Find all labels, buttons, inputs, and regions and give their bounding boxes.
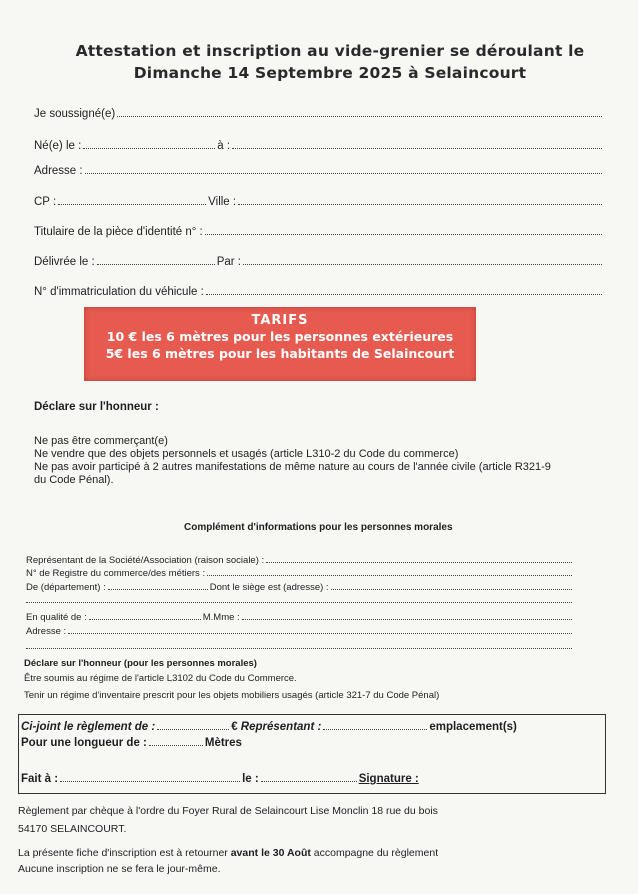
declare-morales-item: Être soumis au régime de l'article L3102 du Code du Commerce.	[24, 673, 297, 684]
footer-aucune: Aucune inscription ne se fera le jour-même.	[18, 863, 221, 875]
field-ne-a-line[interactable]	[232, 147, 602, 149]
field-representant-line[interactable]	[266, 561, 572, 563]
field-civilite-label: M.Mme :	[202, 612, 240, 623]
tarifs-title: TARIFS	[251, 313, 309, 328]
footer-reglement-line2: 54170 SELAINCOURT.	[18, 823, 127, 835]
signature-label: Signature :	[358, 773, 419, 785]
reglement-montant-line[interactable]	[157, 728, 229, 730]
field-ne-le-line[interactable]	[83, 147, 215, 149]
field-immatriculation-label: N° d'immatriculation du véhicule :	[34, 286, 204, 298]
fait-line[interactable]	[60, 780, 240, 782]
reglement-representant-label: Représentant :	[240, 721, 322, 733]
field-siege-line[interactable]	[331, 588, 572, 590]
field-soussigne-label: Je soussigné(e)	[34, 108, 116, 120]
longueur-label: Pour une longueur de :	[21, 737, 147, 749]
field-titulaire-line[interactable]	[205, 233, 602, 235]
field-registre[interactable]	[26, 565, 574, 579]
declare-item: Ne vendre que des objets personnels et usagés (article L310-2 du Code du commerce)	[34, 448, 459, 460]
tarifs-banner	[84, 307, 476, 381]
field-qualite-line[interactable]	[89, 618, 201, 620]
declare-list	[34, 435, 594, 487]
tarifs-exterieurs: 10 € les 6 mètres pour les personnes extérieures	[106, 329, 454, 344]
field-soussigne-line[interactable]	[117, 115, 602, 117]
field-ville-line[interactable]	[238, 203, 602, 205]
date-label: le :	[242, 773, 259, 785]
form-title-line2: Dimanche 14 Septembre 2025 à Selaincourt	[133, 64, 527, 82]
fait-label: Fait à :	[21, 773, 59, 785]
field-representant-label: Représentant de la Société/Association (raison sociale) :	[26, 555, 265, 566]
field-registre-label: N° de Registre du commerce/des métiers :	[26, 568, 206, 579]
field-delivree[interactable]	[34, 250, 604, 268]
field-blank-line-dots[interactable]	[26, 601, 572, 603]
longueur-row[interactable]	[21, 737, 242, 749]
fait-row[interactable]	[21, 773, 451, 785]
field-qualite[interactable]	[26, 609, 574, 623]
field-registre-line[interactable]	[207, 574, 572, 576]
field-delivree-label: Délivrée le :	[34, 256, 95, 268]
field-siege-label: Dont le siège est (adresse) :	[209, 582, 329, 593]
field-par-line[interactable]	[243, 263, 602, 265]
field-blank-line-2[interactable]	[26, 638, 574, 652]
field-naissance[interactable]	[34, 134, 604, 152]
field-soussigne[interactable]	[34, 102, 604, 120]
reglement-row[interactable]	[21, 721, 531, 733]
date-line[interactable]	[261, 780, 357, 782]
declare-item: du Code Pénal).	[34, 474, 114, 486]
field-adresse-morale[interactable]	[26, 623, 574, 637]
footer-reglement-line1: Règlement par chèque à l'ordre du Foyer Rural de Selaincourt Lise Monclin 18 rue du bois	[18, 805, 438, 817]
declare-morales-item: Tenir un régime d'inventaire prescrit pour les objets mobiliers usagés (article 321-7 du Code Pénal)	[24, 690, 440, 701]
field-adresse-morale-label: Adresse :	[26, 626, 67, 637]
declare-morales-heading: Déclare sur l'honneur (pour les personnes morales)	[24, 658, 257, 669]
field-departement-line[interactable]	[108, 588, 208, 590]
declare-item: Ne pas être commerçant(e)	[34, 435, 168, 447]
field-departement[interactable]	[26, 579, 574, 593]
field-ne-a-label: à :	[217, 140, 231, 152]
tarifs-habitants: 5€ les 6 mètres pour les habitants de Selaincourt	[105, 346, 455, 361]
field-par-label: Par :	[216, 256, 242, 268]
field-titulaire[interactable]	[34, 220, 604, 238]
reglement-joint-label: Ci-joint le règlement de :	[21, 721, 156, 733]
longueur-line[interactable]	[149, 744, 203, 746]
footer-retour-suite: accompagne du règlement	[310, 847, 439, 859]
field-blank-line[interactable]	[26, 592, 574, 606]
reglement-box	[18, 714, 606, 794]
field-immatriculation-line[interactable]	[206, 293, 602, 295]
declare-heading: Déclare sur l'honneur :	[34, 401, 159, 413]
field-titulaire-label: Titulaire de la pièce d'identité n° :	[34, 226, 203, 238]
complement-heading: Complément d'informations pour les personnes morales	[184, 522, 453, 533]
footer-retour-text: La présente fiche d'inscription est à retourner	[18, 847, 231, 859]
form-title-line1: Attestation et inscription au vide-grenier se déroulant le	[75, 42, 585, 60]
metres-label: Mètres	[204, 737, 242, 749]
field-delivree-line[interactable]	[97, 263, 215, 265]
field-qualite-label: En qualité de :	[26, 612, 87, 623]
field-ville-label: Ville :	[208, 196, 237, 208]
field-departement-label: De (département) :	[26, 582, 106, 593]
footer-retour	[18, 846, 578, 860]
reglement-emplacements-line[interactable]	[323, 728, 427, 730]
field-civilite-line[interactable]	[242, 618, 572, 620]
reglement-euro: €	[231, 721, 238, 733]
field-adresse-line[interactable]	[85, 172, 602, 174]
footer-retour-date: avant le 30 Août	[230, 847, 311, 859]
field-immatriculation[interactable]	[34, 280, 604, 298]
field-representant-societe[interactable]	[26, 552, 574, 566]
field-ne-le-label: Né(e) le :	[34, 140, 82, 152]
field-adresse-label: Adresse :	[34, 165, 83, 177]
reglement-emplacements-label: emplacement(s)	[429, 721, 517, 733]
declare-item: Ne pas avoir participé à 2 autres manifestations de même nature au cours de l'année civile (article R321-9	[34, 461, 551, 473]
field-blank-line-2-dots[interactable]	[26, 647, 572, 649]
field-cp-label: CP :	[34, 196, 57, 208]
field-cp-ville[interactable]	[34, 190, 604, 208]
field-adresse[interactable]	[34, 159, 604, 177]
field-adresse-morale-line[interactable]	[68, 632, 572, 634]
field-cp-line[interactable]	[58, 203, 206, 205]
